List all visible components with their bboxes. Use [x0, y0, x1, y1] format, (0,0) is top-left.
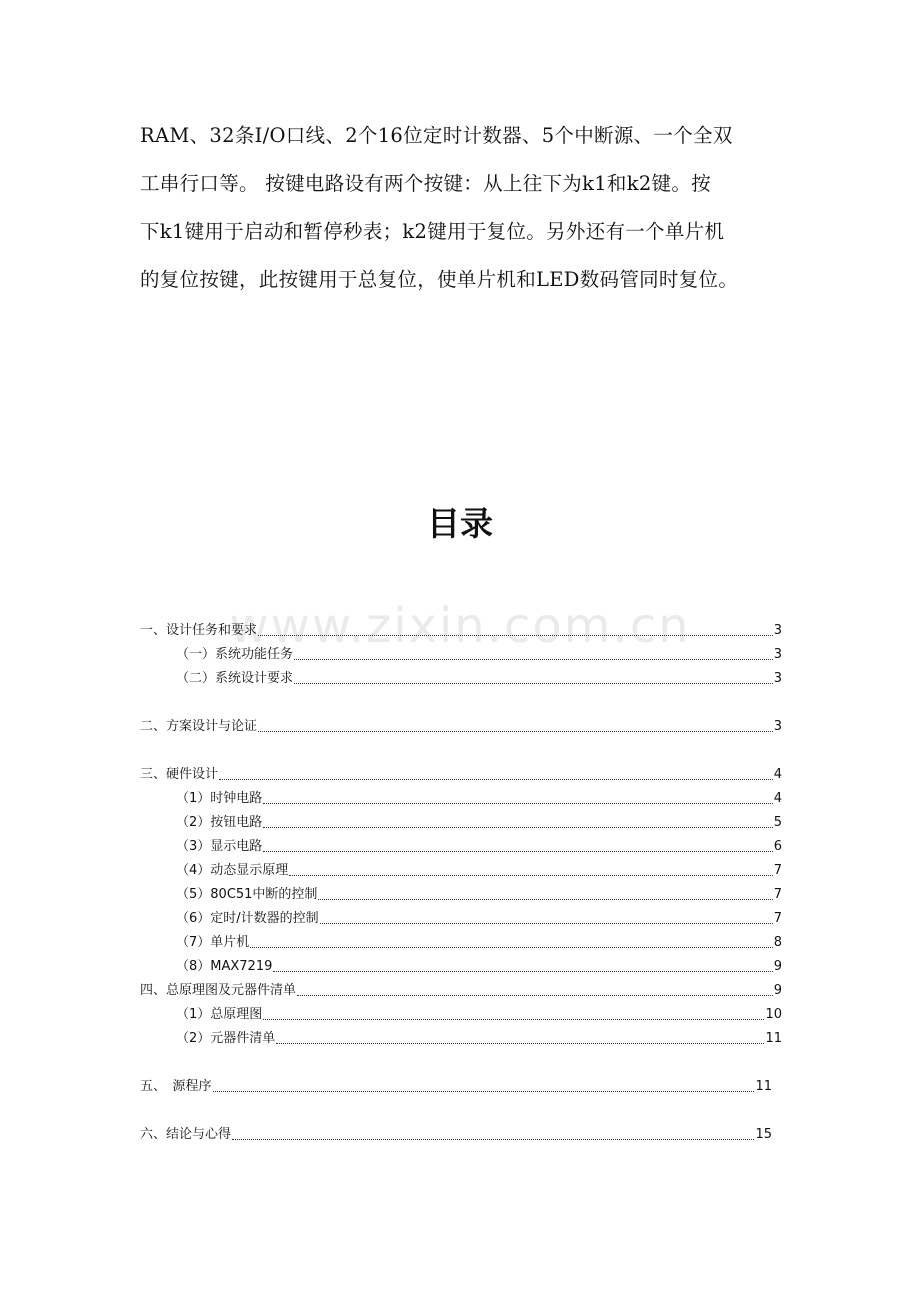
- toc-page-number: 3: [773, 719, 782, 734]
- table-of-contents: [140, 619, 782, 1147]
- toc-entry-label: （一）系统功能任务: [176, 647, 294, 662]
- toc-entry-dynamic-display[interactable]: [140, 859, 782, 883]
- toc-entry-clock-circuit[interactable]: [140, 787, 782, 811]
- toc-entry-label: 二、方案设计与论证: [140, 719, 258, 734]
- toc-page-number: 5: [773, 815, 782, 830]
- toc-entry-label: （5）80C51中断的控制: [176, 887, 318, 902]
- toc-entry-label: 三、硬件设计: [140, 767, 219, 782]
- toc-dot-leader: [276, 1043, 764, 1044]
- toc-dot-leader: [294, 683, 773, 684]
- toc-entry-label: （1）总原理图: [176, 1007, 263, 1022]
- toc-page-number: 9: [773, 983, 782, 998]
- toc-entry-conclusion[interactable]: [140, 1123, 772, 1147]
- toc-dot-leader: [263, 827, 772, 828]
- toc-entry-source-code[interactable]: [140, 1075, 772, 1099]
- toc-dot-leader: [213, 1091, 755, 1092]
- toc-dot-leader: [263, 1019, 764, 1020]
- toc-dot-leader: [263, 851, 772, 852]
- toc-entry-display-circuit[interactable]: [140, 835, 782, 859]
- toc-entry-hardware-design[interactable]: [140, 763, 782, 787]
- toc-page-number: 4: [773, 767, 782, 782]
- toc-page-number: 4: [773, 791, 782, 806]
- paragraph-line: 下k1键用于启动和暂停秒表；k2键用于复位。另外还有一个单片机: [140, 220, 725, 243]
- toc-entry-scheme-design[interactable]: [140, 715, 782, 739]
- toc-entry-schematic-and-bom[interactable]: [140, 979, 782, 1003]
- toc-page-number: 3: [773, 623, 782, 638]
- toc-dot-leader: [289, 875, 772, 876]
- toc-dot-leader: [320, 923, 773, 924]
- toc-entry-max7219[interactable]: [140, 955, 782, 979]
- toc-entry-label: （6）定时/计数器的控制: [176, 911, 319, 926]
- toc-entry-bom[interactable]: [140, 1027, 782, 1051]
- watermark: www.zixin.com.cn: [229, 598, 691, 654]
- toc-entry-schematic[interactable]: [140, 1003, 782, 1027]
- toc-entry-label: （4）动态显示原理: [176, 863, 289, 878]
- toc-entry-function-task[interactable]: [140, 643, 782, 667]
- toc-entry-label: （2）按钮电路: [176, 815, 263, 830]
- toc-page-number: 8: [773, 935, 782, 950]
- toc-page-number: 7: [773, 863, 782, 878]
- toc-entry-button-circuit[interactable]: [140, 811, 782, 835]
- toc-entry-label: 一、设计任务和要求: [140, 623, 258, 638]
- body-paragraph: [140, 112, 790, 304]
- toc-page-number: 15: [755, 1127, 772, 1142]
- toc-dot-leader: [273, 971, 772, 972]
- toc-entry-label: （二）系统设计要求: [176, 671, 294, 686]
- paragraph-line: 的复位按键，此按键用于总复位，使单片机和LED数码管同时复位。: [140, 268, 739, 291]
- toc-page-number: 7: [773, 887, 782, 902]
- toc-entry-label: （3）显示电路: [176, 839, 263, 854]
- toc-page-number: 10: [765, 1007, 782, 1022]
- toc-dot-leader: [219, 779, 773, 780]
- toc-entry-label: 四、总原理图及元器件清单: [140, 983, 297, 998]
- toc-entry-design-requirements[interactable]: [140, 667, 782, 691]
- toc-entry-timer-control[interactable]: [140, 907, 782, 931]
- toc-dot-leader: [297, 995, 773, 996]
- toc-entry-label: 六、结论与心得: [140, 1127, 232, 1142]
- toc-dot-leader: [318, 899, 772, 900]
- toc-dot-leader: [263, 803, 772, 804]
- toc-entry-label: 五、 源程序: [140, 1079, 212, 1094]
- paragraph-line: 工串行口等。 按键电路设有两个按键：从上往下为k1和k2键。按: [140, 172, 711, 195]
- toc-entry-mcu[interactable]: [140, 931, 782, 955]
- toc-page-number: 11: [755, 1079, 772, 1094]
- toc-dot-leader: [258, 731, 773, 732]
- toc-entry-label: （7）单片机: [176, 935, 250, 950]
- toc-page-number: 9: [773, 959, 782, 974]
- toc-title: 目录: [427, 504, 493, 543]
- toc-page-number: 7: [773, 911, 782, 926]
- toc-dot-leader: [258, 635, 773, 636]
- toc-entry-interrupt-control[interactable]: [140, 883, 782, 907]
- toc-entry-label: （1）时钟电路: [176, 791, 263, 806]
- toc-page-number: 3: [773, 647, 782, 662]
- toc-entry-label: （2）元器件清单: [176, 1031, 276, 1046]
- toc-dot-leader: [232, 1139, 754, 1140]
- paragraph-line: RAM、32条I/O口线、2个16位定时计数器、5个中断源、一个全双: [140, 124, 733, 147]
- toc-dot-leader: [250, 947, 772, 948]
- toc-page-number: 11: [765, 1031, 782, 1046]
- toc-entry-design-task[interactable]: [140, 619, 782, 643]
- toc-entry-label: （8）MAX7219: [176, 959, 273, 974]
- toc-page-number: 3: [773, 671, 782, 686]
- toc-dot-leader: [294, 659, 773, 660]
- toc-page-number: 6: [773, 839, 782, 854]
